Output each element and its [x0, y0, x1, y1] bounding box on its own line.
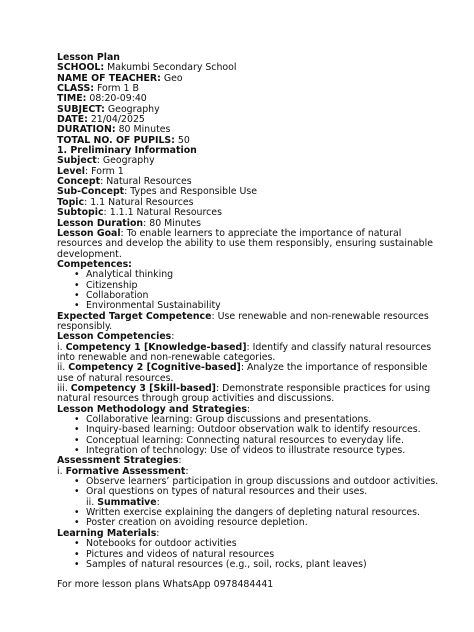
teacher-field: NAME OF TEACHER: Geo: [57, 72, 183, 84]
prelim-sub-concept: Sub-Concept: Types and Responsible Use: [57, 186, 257, 198]
duration-field: DURATION: 80 Minutes: [57, 124, 171, 136]
formative-list: [57, 476, 439, 498]
summative-heading: ii. Summative:: [86, 496, 160, 508]
time-field: TIME: 08:20-09:40: [57, 93, 147, 105]
date-field: DATE: 21/04/2025: [57, 114, 145, 126]
list-item: • Pictures and videos of natural resources: [86, 550, 434, 560]
materials-list: [57, 539, 434, 570]
methodology-heading: Lesson Methodology and Strategies:: [57, 403, 251, 415]
list-item: • Conceptual learning: Connecting natural resources to everyday life.: [86, 436, 434, 446]
prelim-lesson-duration: Lesson Duration: 80 Minutes: [57, 217, 202, 229]
list-item: • Observe learners’ participation in group discussions and outdoor activities.: [86, 477, 434, 487]
list-item: • Analytical thinking: [86, 270, 434, 280]
lesson-competencies-heading: Lesson Competencies:: [57, 331, 175, 343]
methodology-list: [57, 415, 434, 456]
list-item: • Citizenship: [86, 281, 434, 291]
section-heading-preliminary: 1. Preliminary Information: [57, 145, 197, 157]
header-fields: [57, 63, 434, 146]
list-item: • Collaboration: [86, 291, 434, 301]
list-item: • Inquiry-based learning: Outdoor observation walk to identify resources.: [86, 425, 434, 435]
prelim-concept: Concept: Natural Resources: [57, 176, 192, 188]
lesson-competencies: i. Competency 1 [Knowledge-based]: Identify and classify natural resources into renewable and non-renewable categories. ii. Competency 2 [Cognitive-based]: Analyze the importance of responsible use of natural resources. iii. Competency 3 [Skill-based]: Demonstrate responsible practices for using natural resources through group activities and discussions.: [57, 343, 434, 405]
list-item: • Poster creation on avoiding resource depletion.: [86, 518, 434, 528]
competency-1: i. Competency 1 [Knowledge-based]: Identify and classify natural resources: [57, 341, 432, 353]
prelim-subject: Subject: Geography: [57, 155, 155, 167]
pupils-field: TOTAL NO. OF PUPILS: 50: [57, 134, 190, 146]
expected-target-competence: Expected Target Competence: Use renewable and non-renewable resources responsibly.: [57, 310, 429, 332]
assessment-heading: Assessment Strategies:: [57, 455, 182, 467]
list-item: • Collaborative learning: Group discussions and presentations.: [86, 415, 434, 425]
class-field: CLASS: Form 1 B: [57, 83, 139, 95]
formative-heading: i. Formative Assessment:: [57, 465, 189, 477]
prelim-topic: Topic: 1.1 Natural Resources: [57, 196, 194, 208]
school-field: SCHOOL: Makumbi Secondary School: [57, 62, 237, 74]
document-title: Lesson Plan: [57, 52, 120, 63]
footer-note: For more lesson plans WhatsApp 0978484441: [57, 579, 274, 591]
preliminary-fields: [57, 156, 434, 228]
competences-list: [57, 270, 434, 311]
list-item: • Oral questions on types of natural resources and their uses.: [86, 487, 434, 497]
list-item: • Environmental Sustainability: [86, 301, 434, 311]
list-item: • Notebooks for outdoor activities: [86, 539, 434, 549]
list-item: • Integration of technology: Use of videos to illustrate resource types.: [86, 446, 434, 456]
list-item: • Samples of natural resources (e.g., soil, rocks, plant leaves): [86, 560, 434, 570]
competences-heading: Competences:: [57, 258, 132, 270]
subject-field: SUBJECT: Geography: [57, 103, 160, 115]
materials-heading: Learning Materials:: [57, 527, 160, 539]
competency-2: ii. Competency 2 [Cognitive-based]: Analyze the importance of responsible: [57, 362, 428, 374]
competency-3: iii. Competency 3 [Skill-based]: Demonstrate responsible practices for using: [57, 383, 431, 394]
summative-list: [57, 508, 434, 529]
list-item: • Written exercise explaining the dangers of depleting natural resources.: [86, 508, 434, 518]
prelim-level: Level: Form 1: [57, 165, 124, 177]
prelim-subtopic: Subtopic: 1.1.1 Natural Resources: [57, 207, 222, 219]
lesson-goal: Lesson Goal: To enable learners to appreciate the importance of natural resources and develop the ability to use them responsibly, ensuring sustainable development.: [57, 227, 433, 260]
